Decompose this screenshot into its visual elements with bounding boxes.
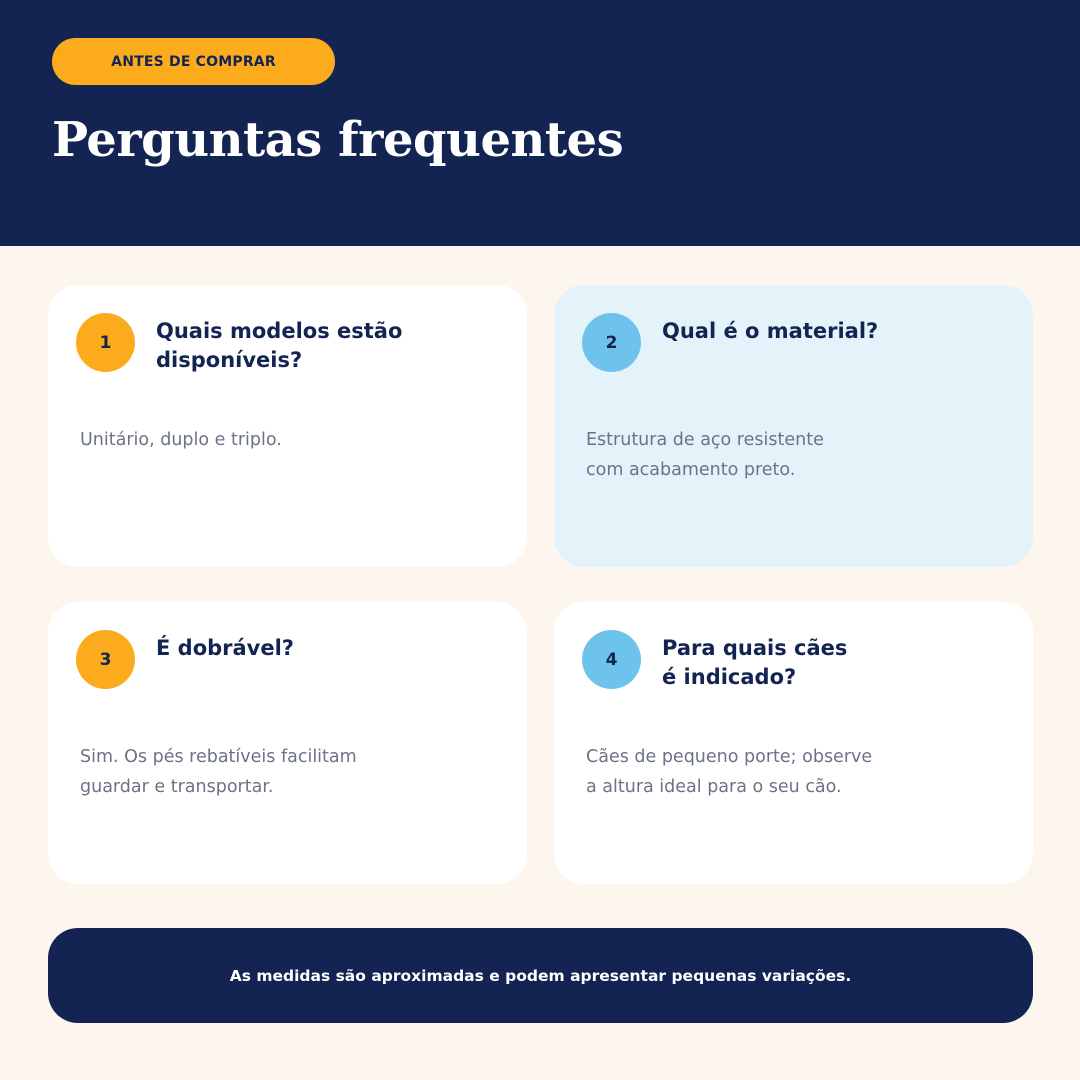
- faq-question: Para quais cães é indicado?: [662, 636, 848, 689]
- faq-card-1: [48, 285, 527, 567]
- header-banner: [0, 0, 1080, 246]
- faq-question: Quais modelos estão disponíveis?: [156, 319, 403, 372]
- faq-question: É dobrável?: [156, 636, 294, 660]
- faq-number-badge: 4: [582, 630, 641, 689]
- faq-number-badge: 1: [76, 313, 135, 372]
- faq-answer: Estrutura de aço resistente com acabamento preto.: [586, 430, 824, 480]
- faq-number-badge: 3: [76, 630, 135, 689]
- faq-answer: Cães de pequeno porte; observe a altura ideal para o seu cão.: [586, 747, 873, 797]
- faq-card-3: [48, 602, 527, 884]
- faq-card-2: [554, 285, 1033, 567]
- page-title: Perguntas frequentes: [52, 112, 624, 168]
- footer-note: As medidas são aproximadas e podem apresentar pequenas variações.: [48, 928, 1033, 1023]
- faq-card-4: [554, 602, 1033, 884]
- faq-answer: Unitário, duplo e triplo.: [80, 430, 282, 450]
- section-badge: ANTES DE COMPRAR: [52, 38, 335, 85]
- faq-question: Qual é o material?: [662, 319, 879, 343]
- faq-answer: Sim. Os pés rebatíveis facilitam guardar e transportar.: [80, 747, 357, 797]
- faq-number-badge: 2: [582, 313, 641, 372]
